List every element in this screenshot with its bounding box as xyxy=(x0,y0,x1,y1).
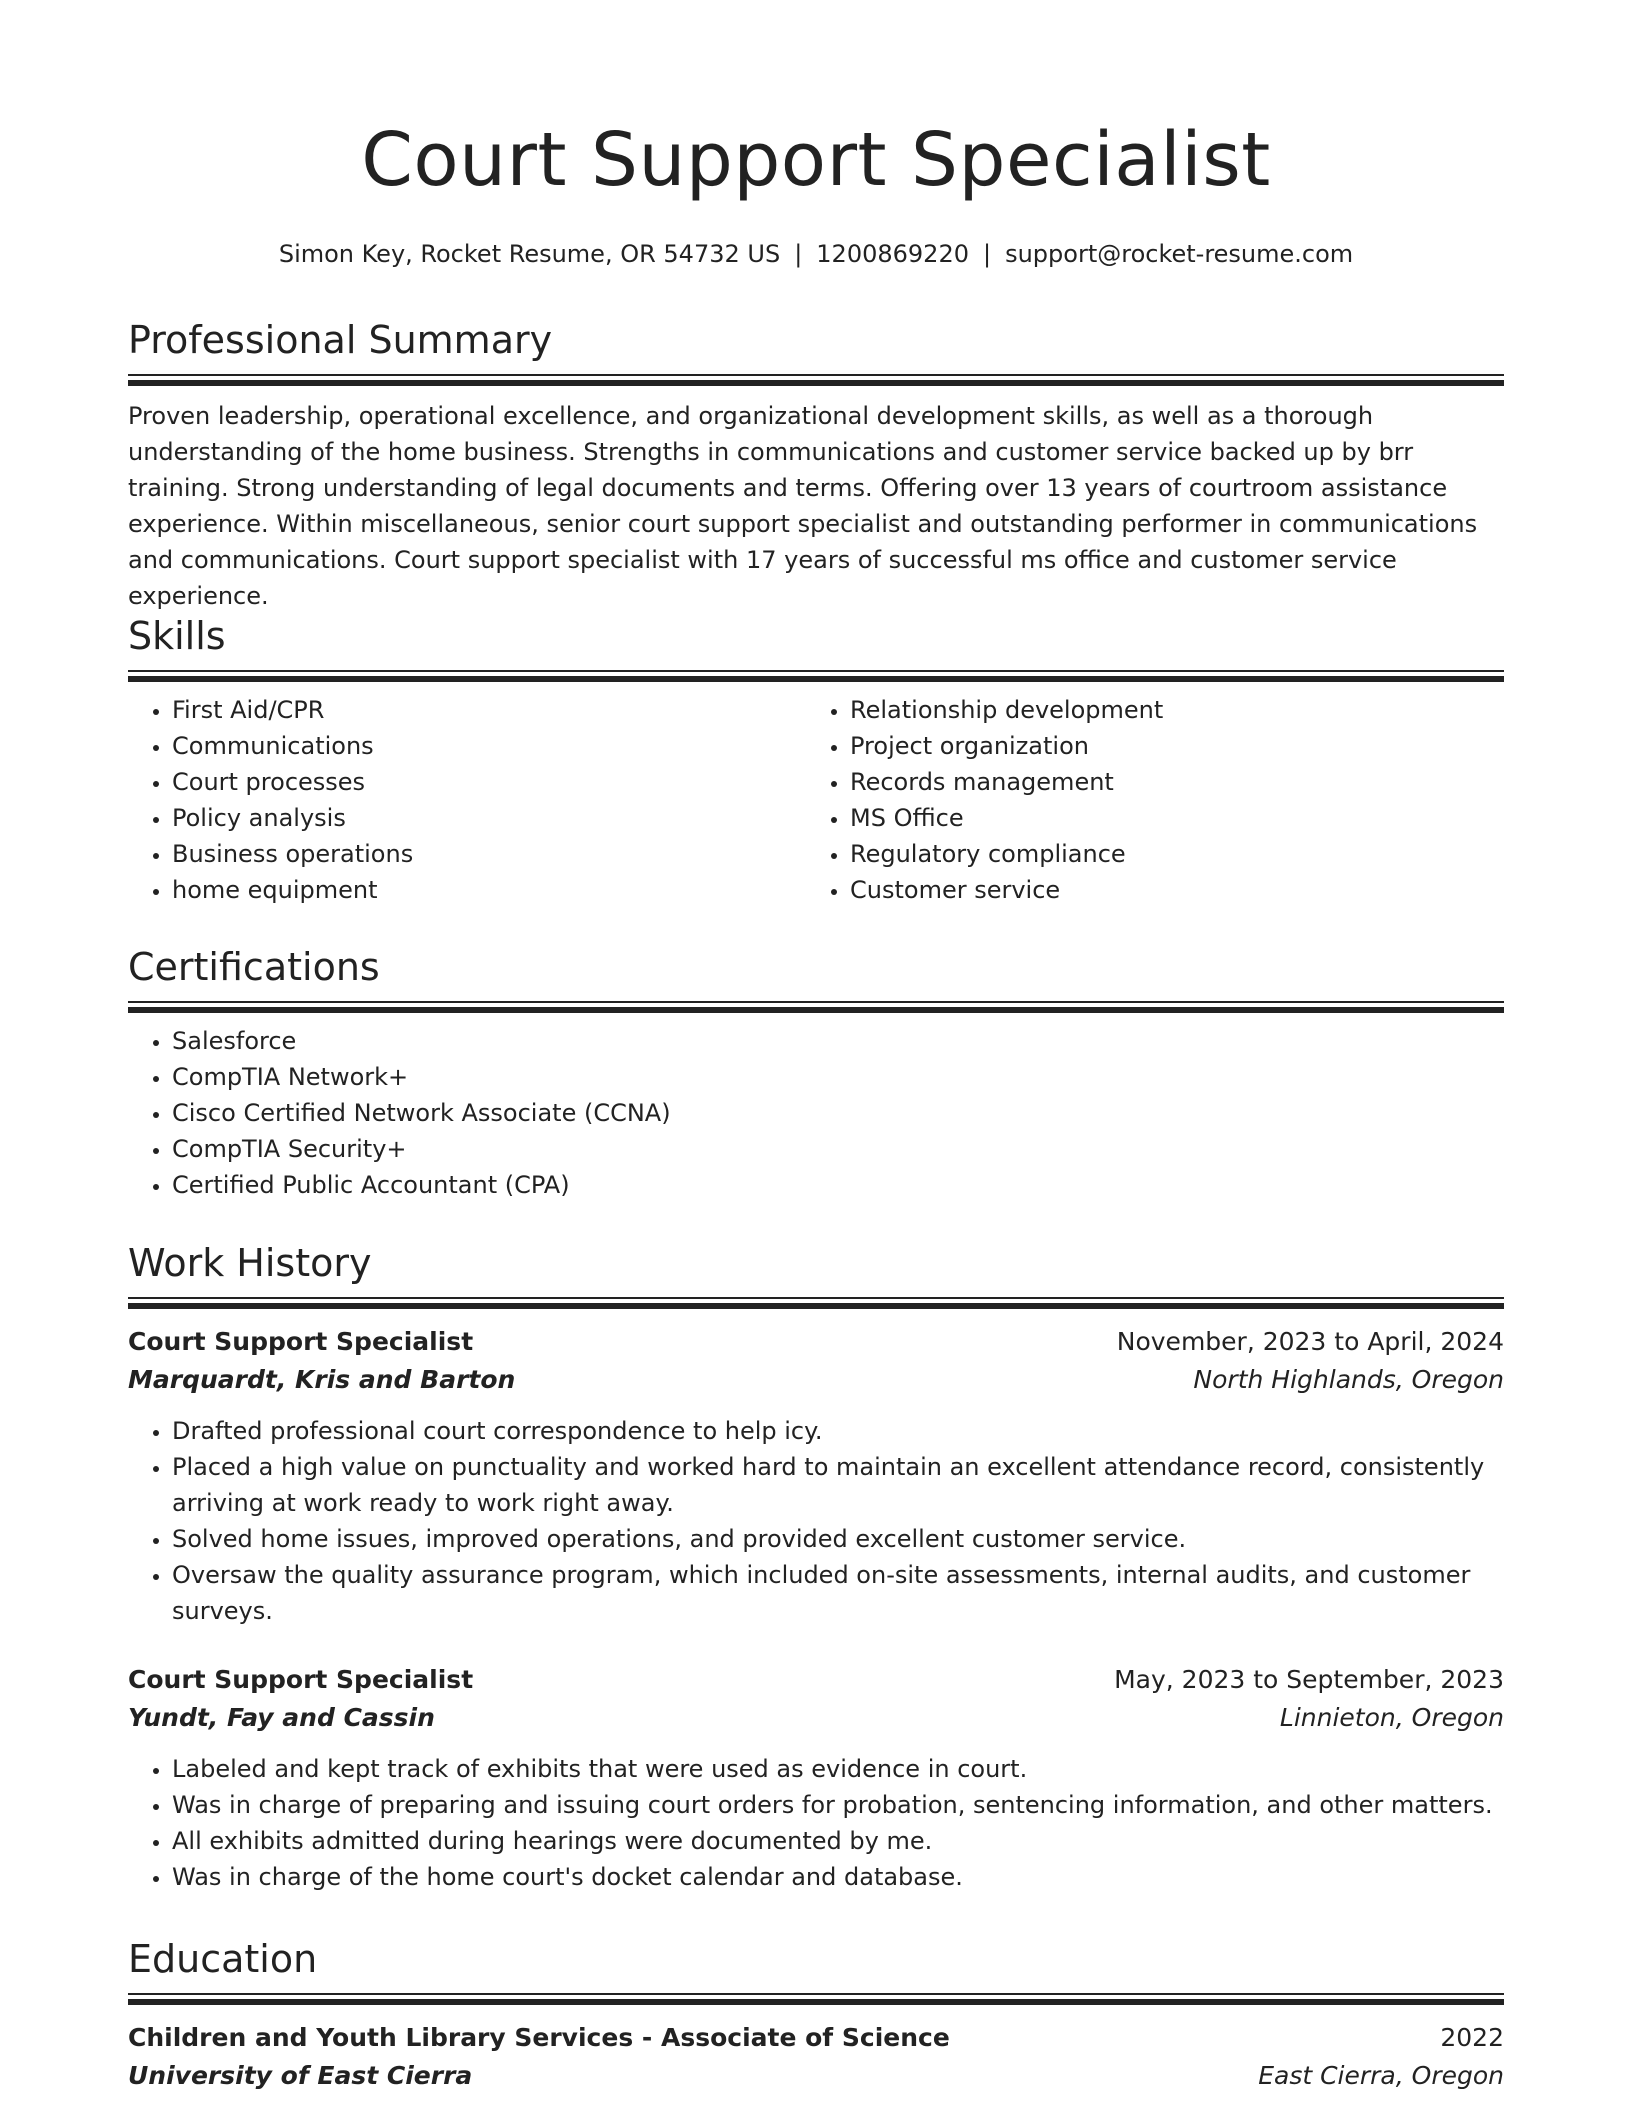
skills-list-left xyxy=(128,692,806,908)
job-subheader xyxy=(128,1361,1504,1399)
contact-email: support@rocket-resume.com xyxy=(1005,240,1354,268)
skill-item: • Regulatory compliance xyxy=(850,836,1484,872)
education-section xyxy=(128,1937,1504,2095)
job-title: Court Support Specialist xyxy=(128,1664,474,1694)
job-bullet: • Labeled and kept track of exhibits that were used as evidence in court. xyxy=(172,1751,1504,1787)
job-location: North Highlands, Oregon xyxy=(1193,1364,1504,1394)
job-entry xyxy=(128,1323,1504,1629)
job-bullets xyxy=(128,1751,1504,1895)
section-divider xyxy=(128,1001,1504,1015)
skill-item: • Customer service xyxy=(850,872,1484,908)
job-bullet: • Solved home issues, improved operations, and provided excellent customer service. xyxy=(172,1521,1504,1557)
education-location: East Cierra, Oregon xyxy=(1258,2060,1504,2090)
certifications-heading: Certifications xyxy=(128,945,380,989)
job-dates: May, 2023 to September, 2023 xyxy=(1114,1664,1504,1694)
job-title: Court Support Specialist xyxy=(128,1326,474,1356)
resume-title: Court Support Specialist xyxy=(361,117,1271,203)
job-company: Yundt, Fay and Cassin xyxy=(128,1702,435,1732)
skill-item: • Records management xyxy=(850,764,1484,800)
job-bullet: • All exhibits admitted during hearings were documented by me. xyxy=(172,1823,1504,1859)
work-history-section xyxy=(128,1241,1504,1895)
summary-section xyxy=(128,318,1504,614)
job-dates: November, 2023 to April, 2024 xyxy=(1116,1326,1504,1356)
education-degree: Children and Youth Library Services - Associate of Science xyxy=(128,2022,950,2052)
job-entry xyxy=(128,1661,1504,1895)
contact-line xyxy=(128,239,1504,270)
contact-phone: 1200869220 xyxy=(816,240,969,268)
skill-item: • Policy analysis xyxy=(172,800,806,836)
skill-item: • Business operations xyxy=(172,836,806,872)
certification-item: • Salesforce xyxy=(172,1023,1504,1059)
certification-item: • Cisco Certified Network Associate (CCNA) xyxy=(172,1095,1504,1131)
certifications-list xyxy=(128,1023,1504,1203)
section-divider xyxy=(128,670,1504,684)
skills-list-right xyxy=(806,692,1484,908)
skill-item: • Communications xyxy=(172,728,806,764)
job-header xyxy=(128,1661,1504,1699)
education-entry xyxy=(128,2019,1504,2095)
education-subheader xyxy=(128,2057,1504,2095)
skill-item: • home equipment xyxy=(172,872,806,908)
certification-item: • Certified Public Accountant (CPA) xyxy=(172,1167,1504,1203)
skills-section xyxy=(128,614,1504,908)
job-bullet: • Was in charge of preparing and issuing court orders for probation, sentencing information, and other matters. xyxy=(172,1787,1504,1823)
skill-item: • First Aid/CPR xyxy=(172,692,806,728)
job-header xyxy=(128,1323,1504,1361)
section-divider xyxy=(128,374,1504,388)
section-divider xyxy=(128,1993,1504,2007)
job-location: Linnieton, Oregon xyxy=(1279,1702,1504,1732)
skill-item: • MS Office xyxy=(850,800,1484,836)
skill-item: • Project organization xyxy=(850,728,1484,764)
certification-item: • CompTIA Security+ xyxy=(172,1131,1504,1167)
contact-separator: | xyxy=(982,240,992,268)
section-divider xyxy=(128,1297,1504,1311)
job-company: Marquardt, Kris and Barton xyxy=(128,1364,516,1394)
job-bullets xyxy=(128,1413,1504,1629)
contact-separator: | xyxy=(794,240,803,268)
job-bullet: • Oversaw the quality assurance program, which included on-site assessments, internal audits, and customer surveys. xyxy=(172,1557,1504,1629)
skills-heading: Skills xyxy=(128,614,226,658)
work-history-heading: Work History xyxy=(128,1241,372,1285)
job-bullet: • Drafted professional court correspondence to help icy. xyxy=(172,1413,1504,1449)
education-school: University of East Cierra xyxy=(128,2060,473,2090)
certifications-section xyxy=(128,945,1504,1203)
skill-item: • Court processes xyxy=(172,764,806,800)
skill-item: • Relationship development xyxy=(850,692,1484,728)
skills-column-right xyxy=(806,692,1484,908)
education-header xyxy=(128,2019,1504,2057)
skills-column-left xyxy=(128,692,806,908)
skills-grid xyxy=(128,692,1504,908)
certification-item: • CompTIA Network+ xyxy=(172,1059,1504,1095)
education-year: 2022 xyxy=(1440,2022,1504,2052)
job-bullet: • Placed a high value on punctuality and worked hard to maintain an excellent attendance record, consistently arriving at work ready to work right away. xyxy=(172,1449,1504,1521)
summary-text: Proven leadership, operational excellence, and organizational development skills, as well as a thorough understanding of the home business. Strengths in communications and customer service backed up by brr training. Strong understanding of legal documents and terms. Offering over 13 years of courtroom assistance experience. Within miscellaneous, senior court support specialist and outstanding performer in communications and communications. Court support specialist with 17 years of successful ms office and customer service experience. xyxy=(128,401,1478,610)
job-bullet: • Was in charge of the home court's docket calendar and database. xyxy=(172,1859,1504,1895)
summary-heading: Professional Summary xyxy=(128,318,553,362)
contact-address: Simon Key, Rocket Resume, OR 54732 US xyxy=(278,240,781,268)
education-heading: Education xyxy=(128,1937,318,1981)
job-subheader xyxy=(128,1699,1504,1737)
